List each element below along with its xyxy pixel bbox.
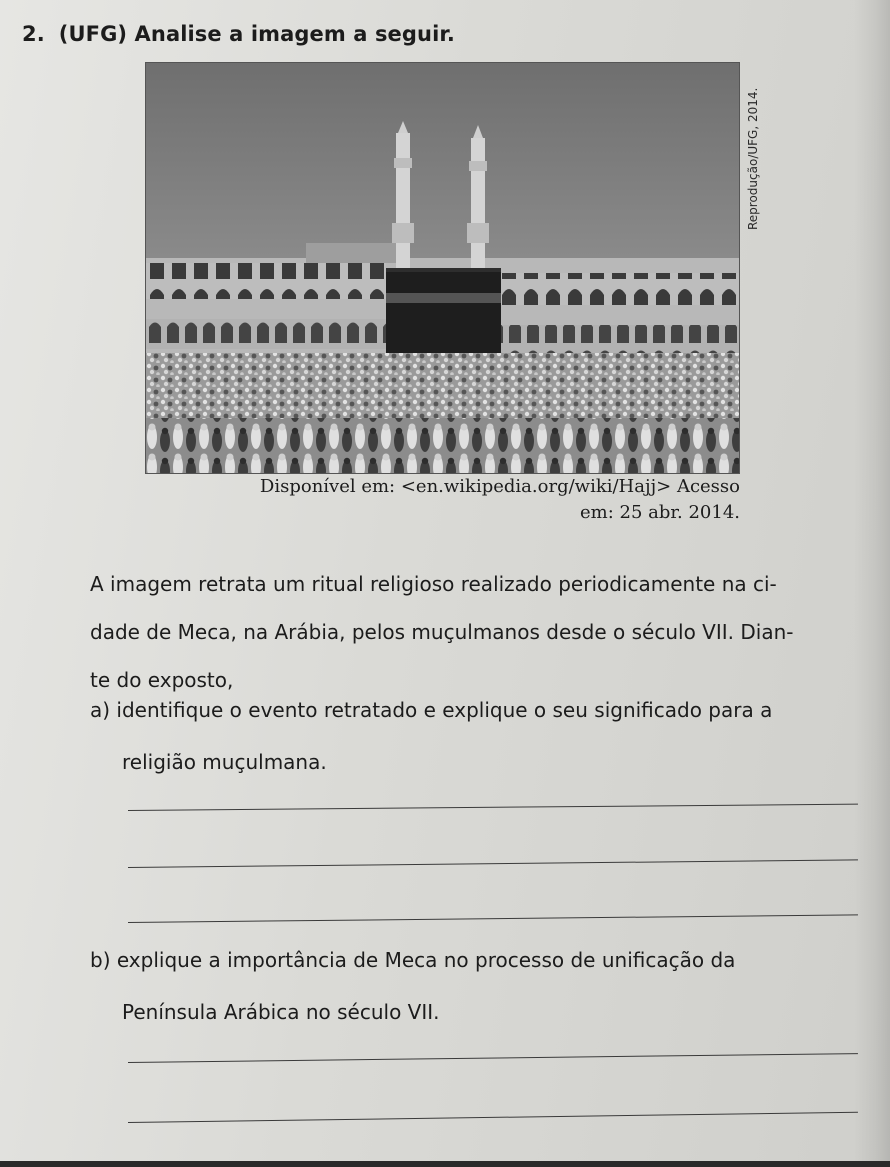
item-b-line: Península Arábica no século VII. (122, 1000, 440, 1024)
item-a (90, 684, 880, 788)
item-a-line: religião muçulmana. (122, 750, 327, 774)
question-number: 2. (22, 22, 45, 46)
item-a-line: a) identifique o evento retratado e explique o seu significado para a (90, 698, 773, 722)
image-credit-text: Reprodução/UFG, 2014. (746, 87, 760, 230)
image-source-line: Disponível em: <en.wikipedia.org/wiki/Hajj> Acesso (259, 476, 740, 497)
answer-line-a2[interactable] (128, 859, 858, 868)
statement-line: te do exposto, (90, 668, 234, 692)
answer-line-a1[interactable] (128, 804, 858, 811)
kaaba-photo-drawing (146, 63, 740, 474)
item-b (90, 934, 880, 1038)
statement-line: dade de Meca, na Arábia, pelos muçulmanos desde o século VII. Dian- (90, 620, 794, 644)
question-statement (90, 560, 880, 704)
question-header (22, 22, 455, 46)
kaaba-photo (145, 62, 740, 474)
statement-line: A imagem retrata um ritual religioso realizado periodicamente na ci- (90, 572, 777, 596)
image-credit (732, 70, 760, 230)
image-source-line: em: 25 abr. 2014. (580, 502, 740, 523)
answer-line-b1[interactable] (128, 1053, 858, 1063)
answer-line-b2[interactable] (128, 1112, 858, 1123)
question-title: (UFG) Analise a imagem a seguir. (58, 22, 455, 46)
page-bottom-edge (0, 1161, 890, 1167)
item-b-line: b) explique a importância de Meca no processo de unificação da (90, 948, 736, 972)
image-source (160, 474, 740, 526)
answer-line-a3[interactable] (128, 914, 858, 923)
